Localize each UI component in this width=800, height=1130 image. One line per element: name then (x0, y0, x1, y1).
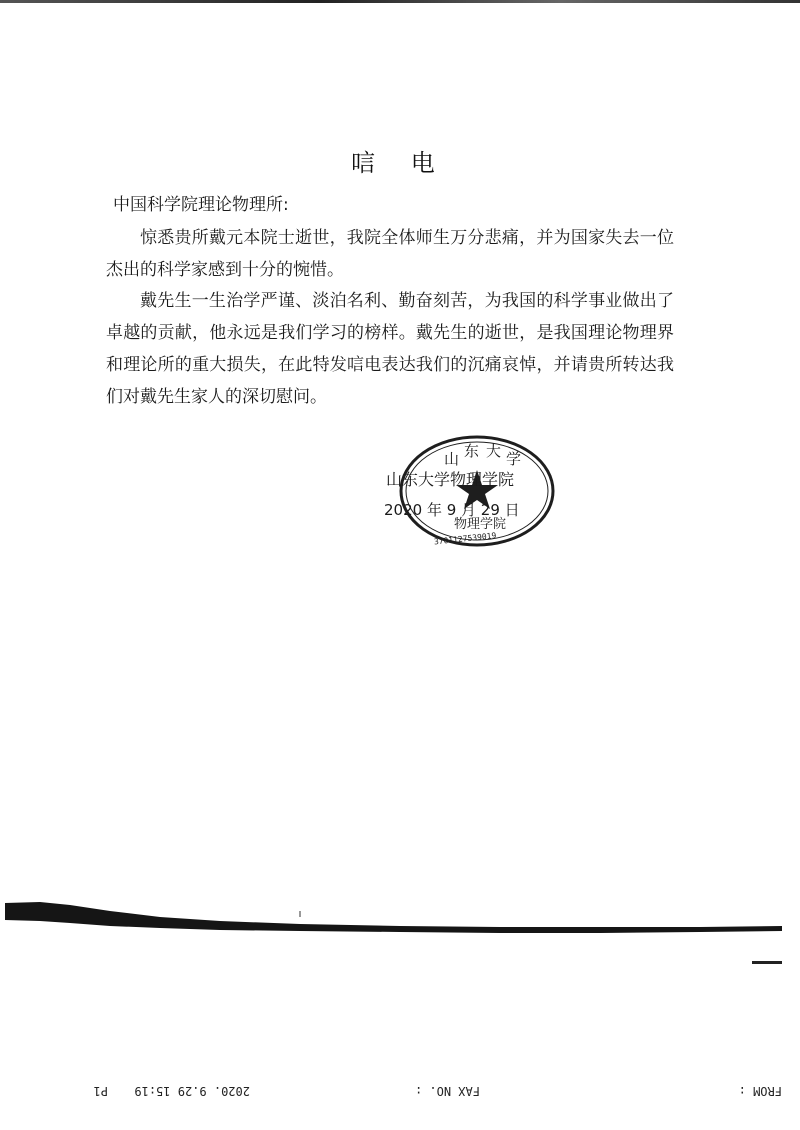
scan-top-edge (0, 0, 800, 3)
fax-from-label: FROM : (738, 1084, 782, 1098)
fax-page-number: P1 (93, 1084, 108, 1098)
fax-timestamp: 2020. 9.29 15:19 (134, 1084, 250, 1098)
document-title: 唁 电 (351, 149, 449, 177)
paragraph-1: 惊悉贵所戴元本院士逝世，我院全体师生万分悲痛，并为国家失去一位杰出的科学家感到十分的惋惜。 (106, 228, 674, 280)
svg-text:学: 学 (506, 450, 522, 468)
fax-scan-artifact (0, 893, 800, 973)
paragraph-2: 戴先生一生治学严谨、淡泊名利、勤奋刻苦，为我国的科学事业做出了卓越的贡献，他永远是我们学习的榜样。戴先生的逝世，是我国理论物理界和理论所的重大损失，在此特发唁电表达我们的沉痛哀悼，并请贵所转达我们对戴先生家人的深切慰问。 (106, 291, 674, 407)
recipient-line: 中国科学院理论物理所: (113, 195, 289, 215)
signature-organization: 山东大学物理学院 (386, 470, 515, 489)
svg-text:3701127539019: 3701127539019 (433, 530, 497, 547)
svg-text:大: 大 (486, 442, 502, 460)
svg-text:山: 山 (444, 450, 460, 468)
fax-header-line (0, 1078, 800, 1102)
svg-text:物理学院: 物理学院 (454, 517, 507, 532)
official-seal (398, 434, 556, 548)
svg-text:东: 东 (464, 442, 480, 460)
signature-date: 2020 年 9 月 29 日 (384, 501, 520, 519)
fax-number-label: FAX NO. : (414, 1084, 480, 1098)
